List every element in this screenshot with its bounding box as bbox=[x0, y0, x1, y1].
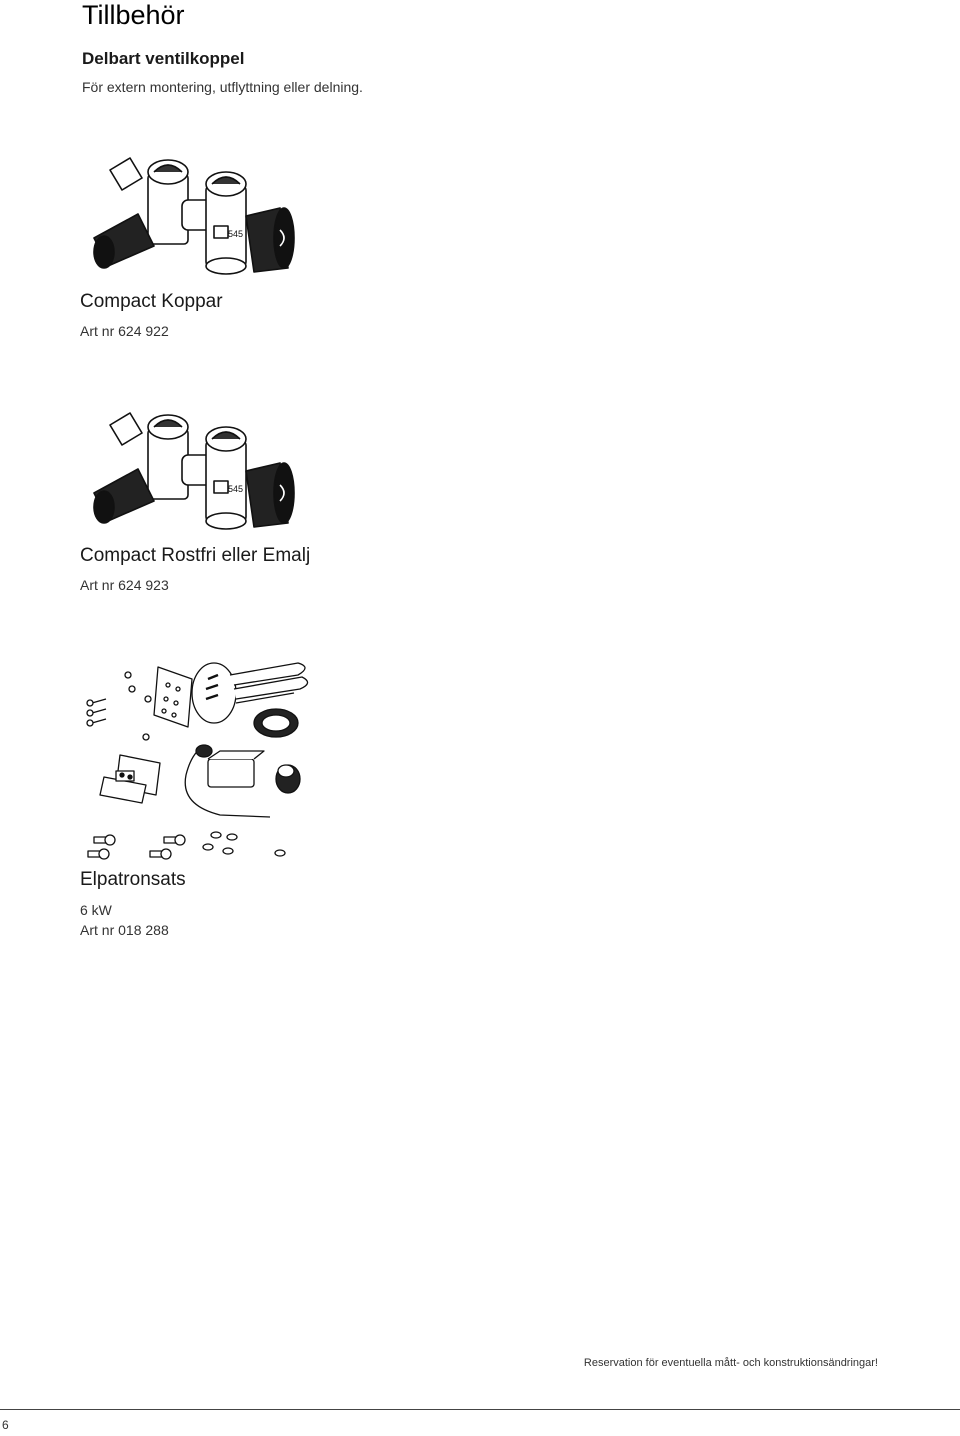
page-title: Tillbehör bbox=[82, 0, 185, 30]
valve-marking-label: 545 bbox=[228, 229, 244, 239]
washer-icon bbox=[88, 832, 285, 859]
product-article: Art nr 018 288 bbox=[80, 922, 169, 938]
product-article: Art nr 624 922 bbox=[80, 323, 169, 339]
screw-icon bbox=[87, 672, 151, 740]
product-spec: 6 kW bbox=[80, 902, 112, 918]
valve-coupling-illustration bbox=[88, 150, 308, 280]
product-name: Compact Rostfri eller Emalj bbox=[80, 545, 311, 566]
valve-coupling-illustration bbox=[88, 405, 308, 535]
product-name: Elpatronsats bbox=[80, 869, 186, 890]
section-intro: För extern montering, utflyttning eller delning. bbox=[82, 79, 363, 95]
page-divider bbox=[0, 1409, 960, 1410]
product-name: Compact Koppar bbox=[80, 291, 223, 312]
valve-marking-label: 545 bbox=[228, 484, 244, 494]
immersion-heater-kit-illustration bbox=[80, 655, 320, 865]
product-article: Art nr 624 923 bbox=[80, 577, 169, 593]
section-heading: Delbart ventilkoppel bbox=[82, 49, 245, 68]
page-number: 6 bbox=[2, 1418, 9, 1432]
footer-note: Reservation för eventuella mått- och konstruktionsändringar! bbox=[583, 1357, 878, 1369]
